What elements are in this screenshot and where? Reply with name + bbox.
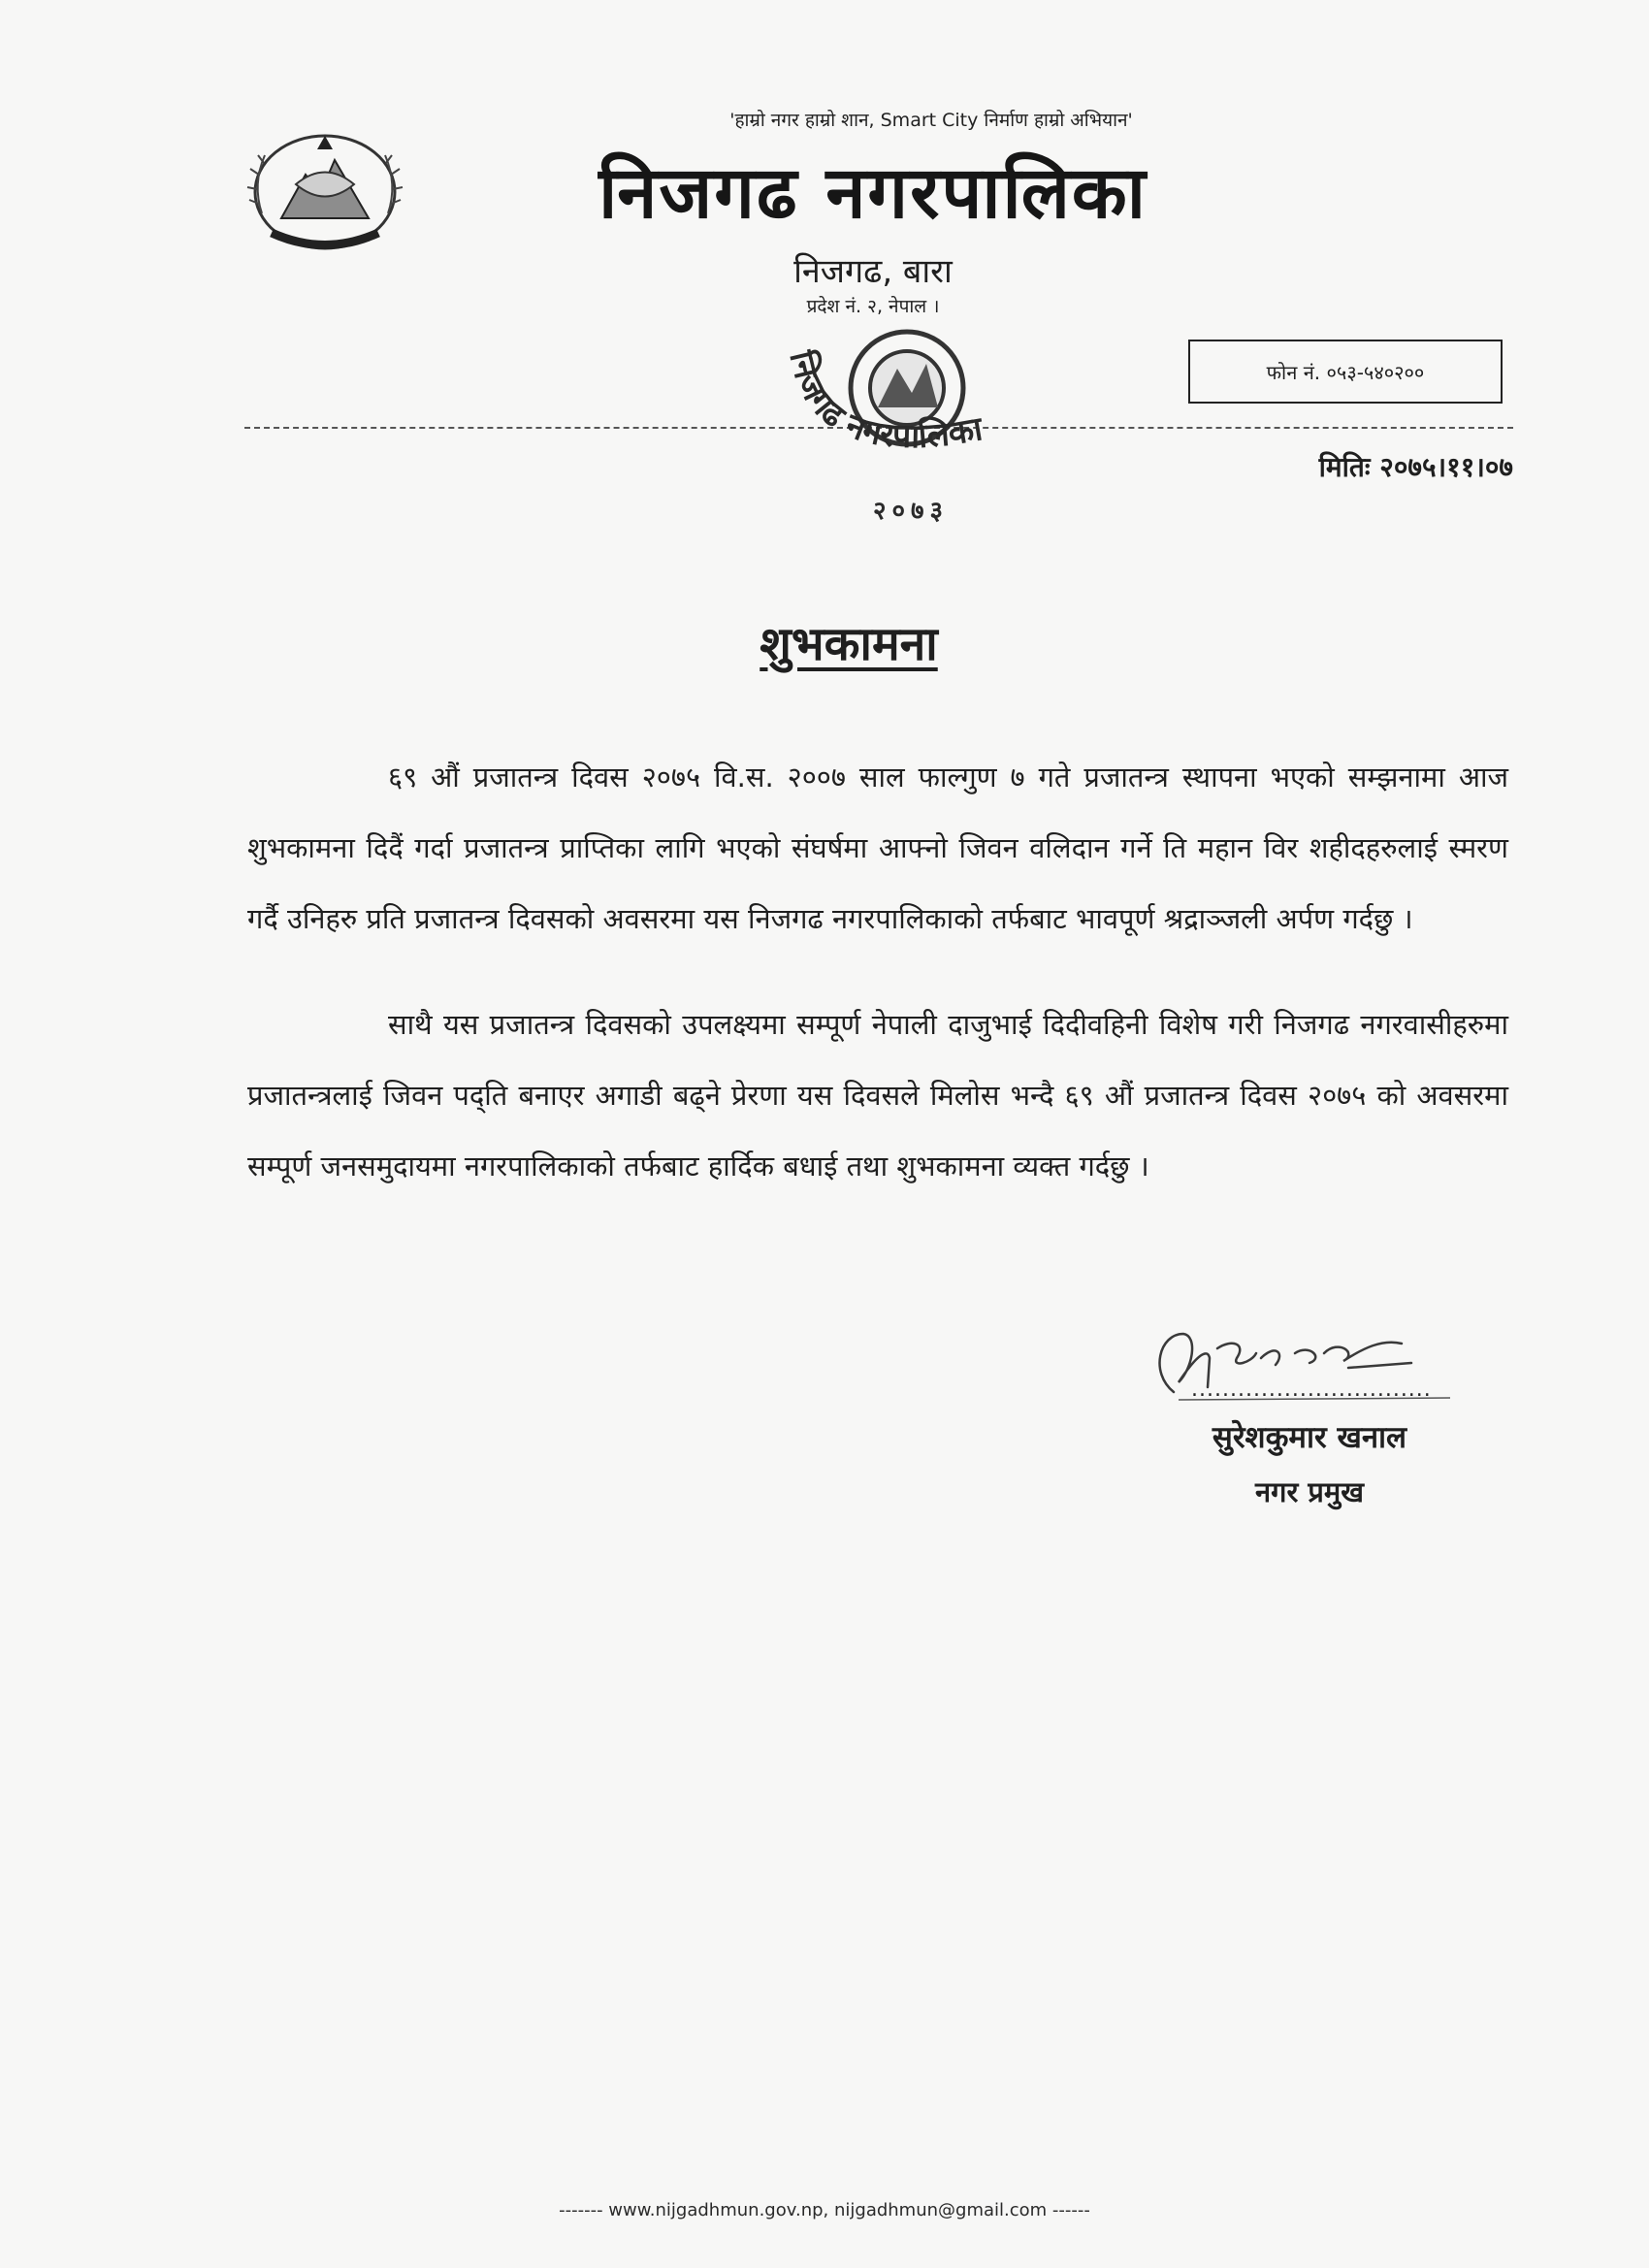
nepal-emblem-logo	[238, 116, 412, 262]
municipality-name: निजगढ नगरपालिका	[598, 151, 1148, 235]
slogan: 'हाम्रो नगर हाम्रो शान, Smart City निर्माण हाम्रो अभियान'	[729, 110, 1133, 131]
phone-number: फोन नं. ०५३-५४०२००	[1266, 360, 1425, 384]
document-title: शुभकामना	[760, 617, 938, 671]
stamp-year: २०७३	[873, 497, 950, 526]
paragraph-text: साथै यस प्रजातन्त्र दिवसको उपलक्ष्यमा सम्पूर्ण नेपाली दाजुभाई दिदीवहिनी विशेष गरी निजगढ नगरवासीहरुमा प्रजातन्त्रलाई जिवन पद्ति बनाएर अगाडी बढ्ने प्रेरणा यस दिवसले मिलोस भन्दै ६९ औं प्रजातन्त्र दिवस २०७५ को अवसरमा सम्पूर्ण जनसमुदायमा नगरपालिकाको तर्फबाट हार्दिक बधाई तथा शुभकामना व्यक्त गर्दछु ।	[247, 1008, 1508, 1183]
letter-date: मितिः २०७५।११।०७	[1318, 451, 1513, 483]
province-line: प्रदेश नं. २, नेपाल ।	[806, 296, 940, 317]
signatory-title: नगर प्रमुख	[1255, 1475, 1364, 1508]
paragraph-text: ६९ औं प्रजातन्त्र दिवस २०७५ वि.स. २००७ साल फाल्गुण ७ गते प्रजातन्त्र स्थापना भएको सम्झनामा आज शुभकामना दिदैं गर्दा प्रजातन्त्र प्राप्तिका लागि भएको संघर्षमा आफ्नो जिवन वलिदान गर्ने ति महान विर शहीदहरुलाई स्मरण गर्दै उनिहरु प्रति प्रजातन्त्र दिवसको अवसरमा यस निजगढ नगरपालिकाको तर्फबाट भावपूर्ण श्रद्राञ्जली अर्पण गर्दछु ।	[247, 761, 1508, 935]
municipality-address: निजगढ, बारा	[793, 252, 953, 291]
phone-number-box	[1188, 340, 1503, 404]
body-paragraph-1	[247, 742, 1508, 955]
footer-contact: ------- www.nijgadhmun.gov.np, nijgadhmun@gmail.com ------	[559, 2200, 1090, 2220]
body-paragraph-2	[247, 989, 1508, 1202]
stamp-text: निजगढ नगरपालिका	[781, 346, 986, 457]
signature-line: ...............................	[1191, 1377, 1432, 1402]
signatory-name: सुरेशकुमार खनाल	[1212, 1420, 1407, 1455]
official-seal-stamp	[771, 315, 1062, 538]
